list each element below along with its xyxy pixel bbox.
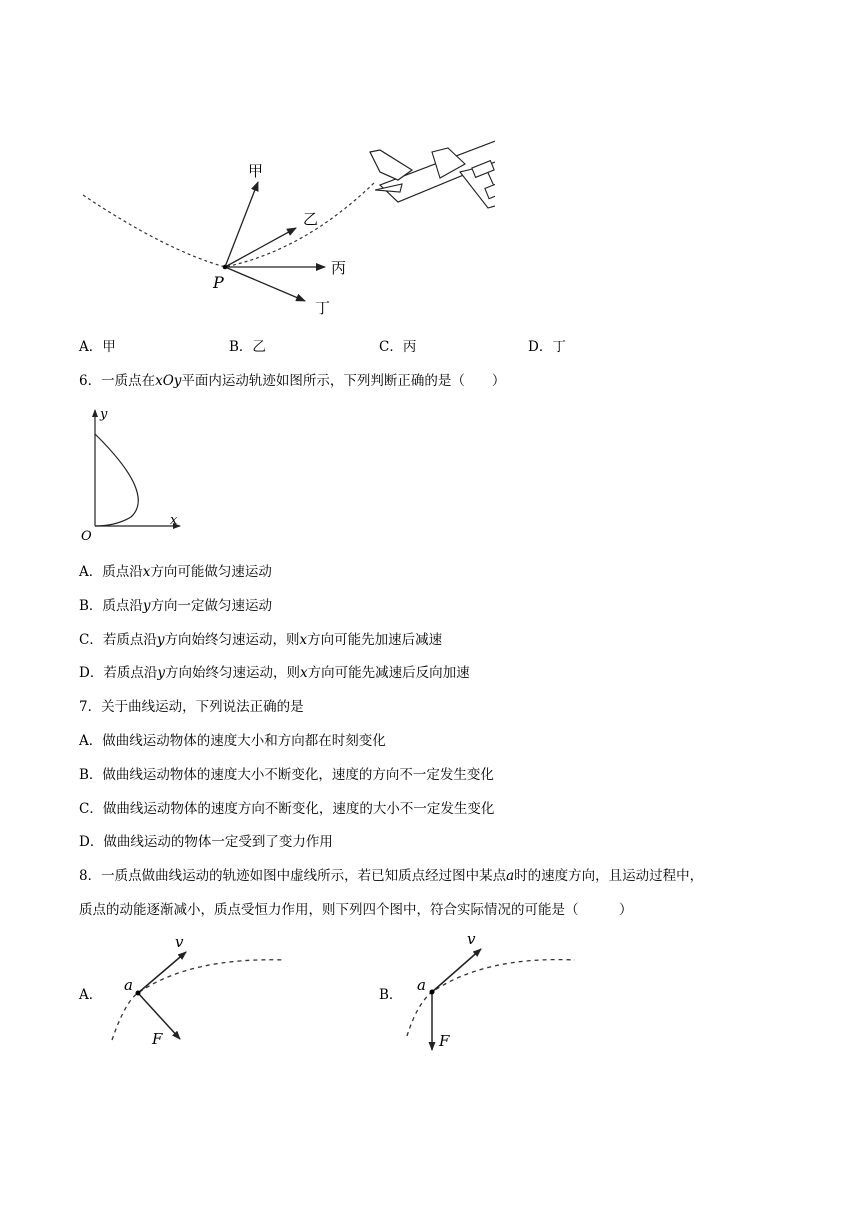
q7-option-b: B．做曲线运动物体的速度大小不断变化，速度的方向不一定发生变化	[79, 767, 494, 783]
arrow-ding	[225, 267, 305, 301]
q5-option-a: A．甲	[79, 339, 116, 355]
q7-stem: 7．关于曲线运动，下列说法正确的是	[79, 699, 304, 715]
vector-arrows	[225, 182, 325, 301]
q6-option-b: B．质点沿y方向一定做匀速运动	[79, 598, 273, 614]
label-bing: 丙	[331, 259, 347, 277]
q8-figure-a	[100, 932, 300, 1052]
velocity-arrow	[138, 952, 186, 993]
point-p-dot	[223, 265, 228, 270]
arrow-yi	[225, 228, 296, 267]
q8-figure-b	[395, 928, 585, 1053]
q8-stem-line1: 8．一质点做曲线运动的轨迹如图中虚线所示，若已知质点经过图中某点a时的速度方向，且运动过程中，	[79, 868, 704, 884]
label-f: F	[439, 1032, 450, 1050]
label-f: F	[152, 1030, 163, 1048]
q5-option-b: B．乙	[229, 339, 266, 355]
label-v: v	[175, 933, 184, 951]
x-axis-label: x	[170, 513, 178, 528]
q6-option-c: C．若质点沿y方向始终匀速运动，则x方向可能先加速后减速	[79, 632, 443, 648]
point-a-dot	[430, 990, 435, 995]
q8-option-a-key: A．	[79, 987, 103, 1003]
q6-option-a: A．质点沿x方向可能做匀速运动	[79, 564, 272, 580]
label-yi: 乙	[303, 210, 319, 228]
label-ding: 丁	[315, 299, 331, 317]
trajectory-curve	[95, 434, 138, 526]
label-p: P	[213, 273, 224, 292]
q7-option-c: C．做曲线运动物体的速度方向不断变化，速度的大小不一定发生变化	[79, 801, 495, 817]
label-a: a	[124, 976, 133, 994]
label-jia: 甲	[248, 162, 264, 180]
q5-option-c: C．丙	[379, 339, 417, 355]
q8-option-b-key: B．	[379, 987, 403, 1003]
q6-trajectory-figure	[76, 404, 186, 544]
q8-stem-line2: 质点的动能逐渐减小，质点受恒力作用，则下列四个图中，符合实际情况的可能是（ ）	[79, 902, 633, 918]
point-a-dot	[136, 991, 141, 996]
q6-option-d: D．若质点沿y方向始终匀速运动，则x方向可能先减速后反向加速	[79, 665, 470, 681]
label-a: a	[417, 976, 426, 994]
airplane-trajectory-figure	[75, 110, 495, 325]
origin-label: O	[81, 529, 92, 544]
q7-option-a: A．做曲线运动物体的速度大小和方向都在时刻变化	[79, 733, 386, 749]
airplane-icon	[370, 120, 495, 208]
arrow-jia	[225, 182, 258, 267]
q6-stem: 6．一质点在xOy平面内运动轨迹如图所示，下列判断正确的是（ ）	[79, 373, 506, 389]
q7-option-d: D．做曲线运动的物体一定受到了变力作用	[79, 834, 333, 850]
velocity-arrow	[432, 949, 481, 992]
y-axis-label: y	[100, 407, 108, 422]
q5-option-d: D．丁	[528, 339, 566, 355]
label-v: v	[467, 930, 476, 948]
trajectory-dashed-curve	[83, 182, 375, 267]
trajectory-dashed-curve	[112, 960, 285, 1040]
